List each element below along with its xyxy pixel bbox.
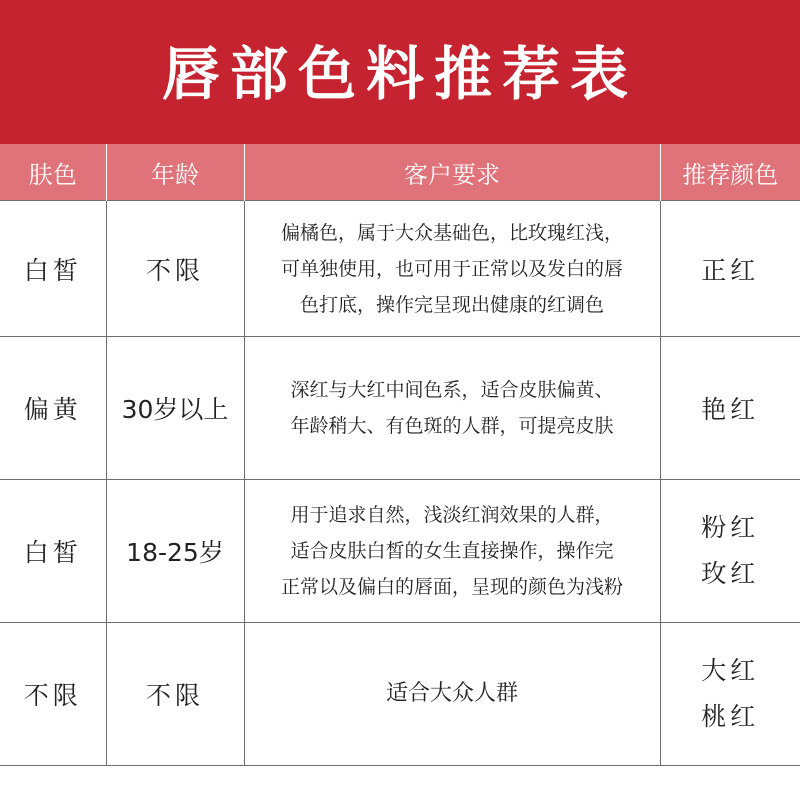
requirement-line: 深红与大红中间色系，适合皮肤偏黄、: [290, 379, 614, 401]
cell-requirement: [244, 480, 660, 623]
table-header-row: [0, 144, 800, 201]
color-name: 玫红: [701, 559, 760, 588]
cell-requirement: [244, 623, 660, 766]
cell-age: 不限: [106, 623, 244, 766]
cell-age: 30岁以上: [106, 337, 244, 480]
requirement-line: 用于追求自然，浅淡红润效果的人群，: [290, 504, 614, 526]
page-title: 唇部色料推荐表: [161, 40, 638, 108]
header-colors: 推荐颜色: [660, 144, 800, 201]
cell-colors: [660, 623, 800, 766]
color-name: 桃红: [701, 702, 760, 731]
cell-age: 不限: [106, 201, 244, 337]
cell-requirement: [244, 201, 660, 337]
requirement-line: 适合皮肤白皙的女生直接操作，操作完: [290, 540, 614, 562]
header-age: 年龄: [106, 144, 244, 201]
table-row: [0, 480, 800, 623]
requirement-line: 正常以及偏白的唇面，呈现的颜色为浅粉: [280, 576, 623, 598]
header-requirement: 客户要求: [244, 144, 660, 201]
cell-requirement: [244, 337, 660, 480]
color-name: 大红: [701, 656, 760, 685]
cell-skin: 白皙: [0, 480, 106, 623]
recommendation-table: [0, 144, 800, 766]
cell-colors: [660, 337, 800, 480]
requirement-line: 年龄稍大、有色斑的人群，可提亮皮肤: [290, 415, 614, 437]
requirement-line: 可单独使用，也可用于正常以及发白的唇: [280, 257, 623, 280]
requirement-line: 适合大众人群: [385, 681, 518, 706]
cell-colors: [660, 480, 800, 623]
cell-skin: 不限: [0, 623, 106, 766]
requirement-line: 偏橘色，属于大众基础色，比玫瑰红浅，: [280, 221, 623, 244]
header-skin: 肤色: [0, 144, 106, 201]
title-banner: [0, 0, 800, 144]
color-name: 粉红: [701, 513, 760, 542]
cell-skin: 偏黄: [0, 337, 106, 480]
cell-skin: 白皙: [0, 201, 106, 337]
table-row: [0, 337, 800, 480]
cell-age: 18-25岁: [106, 480, 244, 623]
cell-colors: [660, 201, 800, 337]
color-name: 艳红: [701, 395, 760, 424]
table-row: [0, 623, 800, 766]
color-name: 正红: [701, 255, 760, 285]
table-row: [0, 201, 800, 337]
requirement-line: 色打底，操作完呈现出健康的红调色: [299, 293, 604, 316]
